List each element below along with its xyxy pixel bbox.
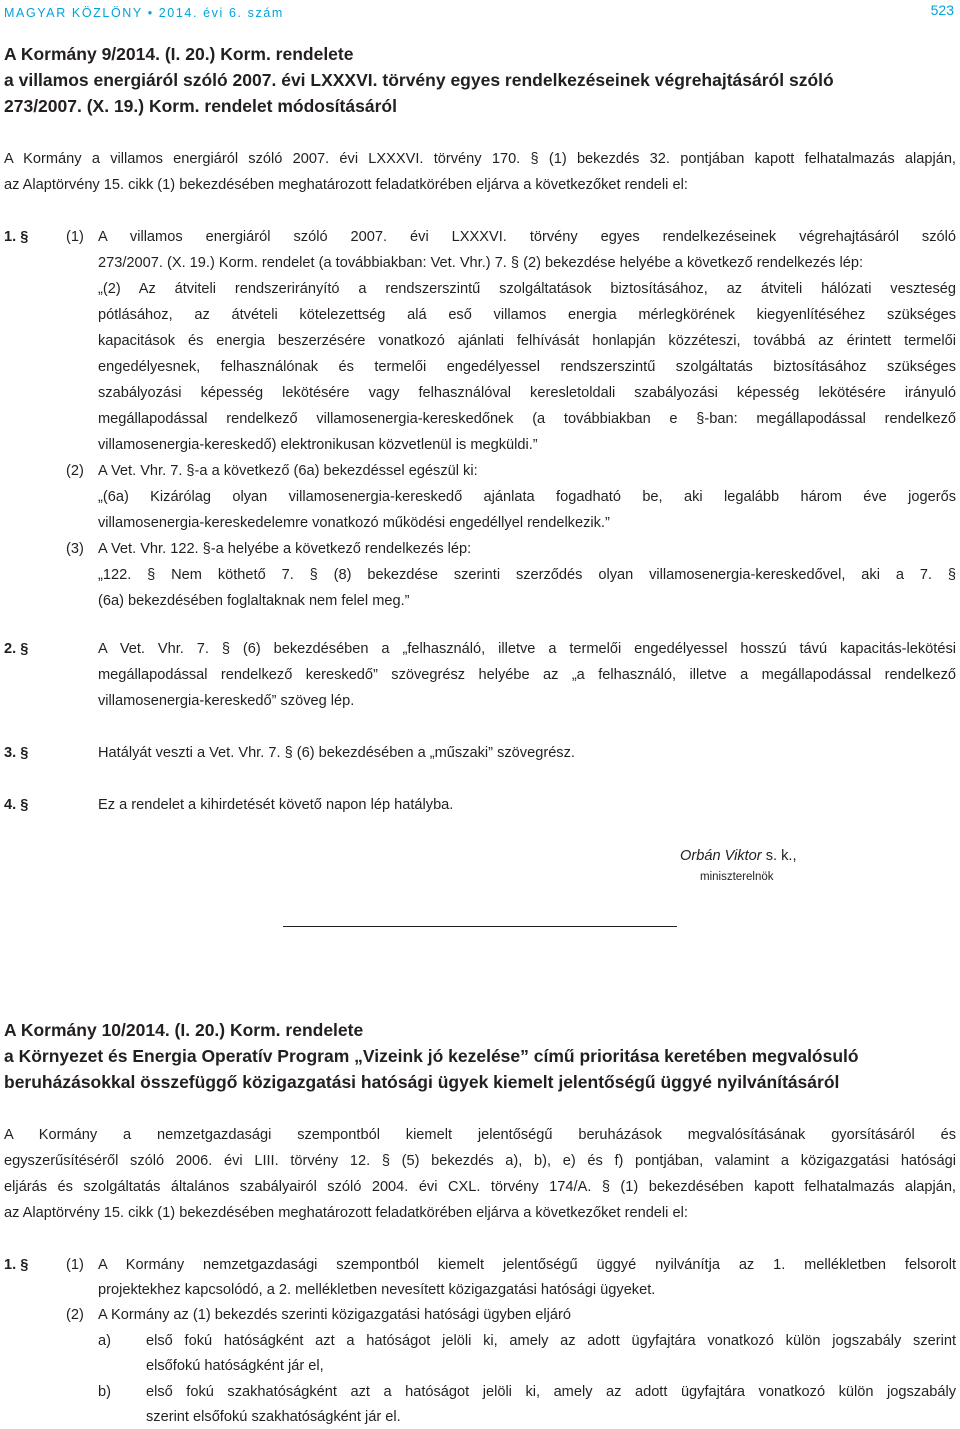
- running-header: MAGYAR KÖZLÖNY • 2014. évi 6. szám: [4, 6, 284, 20]
- s2-line-2: megállapodással rendelkező kereskedő” szövegrész helyébe az „a felhasználó, illetve a megállapodással rendelkező: [98, 667, 956, 683]
- s1-p1-line-8: megállapodással rendelkező villamosenergia-kereskedőnek (a továbbiakban e §-ban: megállapodással rendelkező: [98, 411, 956, 427]
- page-number: 523: [930, 2, 954, 18]
- decree2-paragraph-1-label: (1): [66, 1257, 84, 1273]
- decree1-preamble-line-1: A Kormány a villamos energiáról szóló 2007. évi LXXXVI. törvény 170. § (1) bekezdés 32. pontjában kapott felhatalmazás alapján,: [4, 151, 956, 167]
- s1-p3-line-1: A Vet. Vhr. 122. §-a helyébe a következő rendelkezés lép:: [98, 541, 472, 557]
- paragraph-2-label: (2): [66, 463, 84, 479]
- signature-suffix: s. k.,: [761, 848, 797, 864]
- item-a-line-1: első fokú hatóságként azt a hatóságot jelöli ki, amely az adott ügyfajtára vonatkozó külön jogszabály szerint: [146, 1333, 956, 1349]
- s1-p1-line-5: kapacitások és energia beszerzésére vonatkozó ajánlati felhívását honlapján közzéteszi, továbbá az érintett termelői: [98, 333, 956, 349]
- d2-s1-p2-intro: A Kormány az (1) bekezdés szerinti közigazgatási hatósági ügyben eljáró: [98, 1307, 571, 1323]
- signature-name: Orbán Viktor: [680, 848, 762, 864]
- s1-p3-line-3: (6a) bekezdésében foglaltaknak nem felel meg.”: [98, 593, 410, 609]
- s2-line-1: A Vet. Vhr. 7. § (6) bekezdésében a „felhasználó, illetve a termelői engedélyessel hosszú távú kapacitás-lekötési: [98, 641, 956, 657]
- s1-p1-line-7: szabályozási képesség lekötésére vagy felhasználóval keresletoldali szabályozási képesség lekötésére irányuló: [98, 385, 956, 401]
- item-a-label: a): [98, 1333, 111, 1349]
- decree1-title-line-1: A Kormány 9/2014. (I. 20.) Korm. rendelete: [4, 44, 354, 64]
- d2-s1-p1-line-1: A Kormány nemzetgazdasági szempontból kiemelt jelentőségű üggyé nyilvánítja az 1. mellékletben felsorolt: [98, 1257, 956, 1273]
- s4-text: Ez a rendelet a kihirdetését követő napon lép hatályba.: [98, 797, 454, 813]
- item-b-line-1: első fokú szakhatóságként azt a hatóságot jelöli ki, amely az adott ügyfajtára vonatkozó külön jogszabály: [146, 1384, 956, 1400]
- section-3-number: 3. §: [4, 745, 29, 761]
- decree1-preamble-line-2: az Alaptörvény 15. cikk (1) bekezdésében meghatározott feladatkörében eljárva a következőket rendeli el:: [4, 177, 688, 193]
- decree2-preamble-line-2: egyszerűsítéséről szóló 2006. évi LIII. törvény 12. § (5) bekezdés a), b), e) és f) pontjában, valamint a közigazgatási hatósági: [4, 1153, 956, 1169]
- s1-p2-line-2: „(6a) Kizárólag olyan villamosenergia-kereskedő ajánlata fogadható be, aki legalább három éve jogerős: [98, 489, 956, 505]
- paragraph-1-label: (1): [66, 229, 84, 245]
- s1-p1-line-6: engedélyesnek, felhasználónak és termelői engedélyessel rendszerszintű szolgáltatás biztosításához szükséges: [98, 359, 956, 375]
- section-4-number: 4. §: [4, 797, 29, 813]
- decree2-preamble-line-3: eljárás és szolgáltatás általános szabályairól szóló 2004. évi CXL. törvény 174/A. § (1) bekezdésében kapott felhatalmazás alapján,: [4, 1179, 956, 1195]
- s1-p1-line-4: pótlásához, az átvételi kötelezettség alá eső villamos energia mérlegkörének kiegyenlítéséhez szükséges: [98, 307, 956, 323]
- s3-text: Hatályát veszti a Vet. Vhr. 7. § (6) bekezdésében a „műszaki” szövegrész.: [98, 745, 575, 761]
- decree2-title-line-3: beruházásokkal összefüggő közigazgatási hatósági ügyek kiemelt jelentőségű üggyé nyilvánításáról: [4, 1072, 840, 1092]
- s1-p1-line-3: „(2) Az átviteli rendszerirányító a rendszerszintű szolgáltatások biztosításához, az átviteli hálózati veszteség: [98, 281, 956, 297]
- s1-p3-line-2: „122. § Nem köthető 7. § (8) bekezdése szerinti szerződés olyan villamosenergia-kereskedővel, aki a 7. §: [98, 567, 956, 583]
- item-b-label: b): [98, 1384, 111, 1400]
- decree2-title-line-1: A Kormány 10/2014. (I. 20.) Korm. rendelete: [4, 1020, 364, 1040]
- decree2-title-line-2: a Környezet és Energia Operatív Program „Vizeink jó kezelése” című prioritása keretében megvalósuló: [4, 1046, 859, 1066]
- section-1-number: 1. §: [4, 229, 29, 245]
- s1-p2-line-3: villamosenergia-kereskedelemre vonatkozó működési engedéllyel rendelkezik.”: [98, 515, 610, 531]
- signature-title: miniszterelnök: [700, 871, 774, 883]
- section-2-number: 2. §: [4, 641, 29, 657]
- item-a-line-2: elsőfokú hatóságként jár el,: [146, 1358, 324, 1374]
- signature: [680, 848, 797, 864]
- decree2-preamble-line-4: az Alaptörvény 15. cikk (1) bekezdésében meghatározott feladatkörében eljárva a következőket rendeli el:: [4, 1205, 688, 1221]
- decree1-title-line-2: a villamos energiáról szóló 2007. évi LXXXVI. törvény egyes rendelkezéseinek végrehajtásáról szóló: [4, 70, 834, 90]
- decree2-preamble-line-1: A Kormány a nemzetgazdasági szempontból kiemelt jelentőségű beruházások megvalósításának gyorsításáról és: [4, 1127, 956, 1143]
- decree-separator: [283, 926, 677, 927]
- decree1-title-line-3: 273/2007. (X. 19.) Korm. rendelet módosításáról: [4, 96, 397, 116]
- item-b-line-2: szerint elsőfokú szakhatóságként jár el.: [146, 1409, 401, 1425]
- s1-p1-line-1: A villamos energiáról szóló 2007. évi LXXXVI. törvény egyes rendelkezéseinek végrehajtásáról szóló: [98, 229, 956, 245]
- decree2-paragraph-2-label: (2): [66, 1307, 84, 1323]
- d2-s1-p1-line-2: projektekhez kapcsolódó, a 2. mellékletben nevesített közigazgatási hatósági ügyeket.: [98, 1282, 656, 1298]
- s2-line-3: villamosenergia-kereskedő” szöveg lép.: [98, 693, 355, 709]
- s1-p1-line-2: 273/2007. (X. 19.) Korm. rendelet (a továbbiakban: Vet. Vhr.) 7. § (2) bekezdése helyébe a következő rendelkezés lép:: [98, 255, 864, 271]
- s1-p1-line-9: villamosenergia-kereskedő) elektronikusan közvetlenül is megküldi.”: [98, 437, 538, 453]
- decree2-section-1-number: 1. §: [4, 1257, 29, 1273]
- paragraph-3-label: (3): [66, 541, 84, 557]
- s1-p2-line-1: A Vet. Vhr. 7. §-a a következő (6a) bekezdéssel egészül ki:: [98, 463, 478, 479]
